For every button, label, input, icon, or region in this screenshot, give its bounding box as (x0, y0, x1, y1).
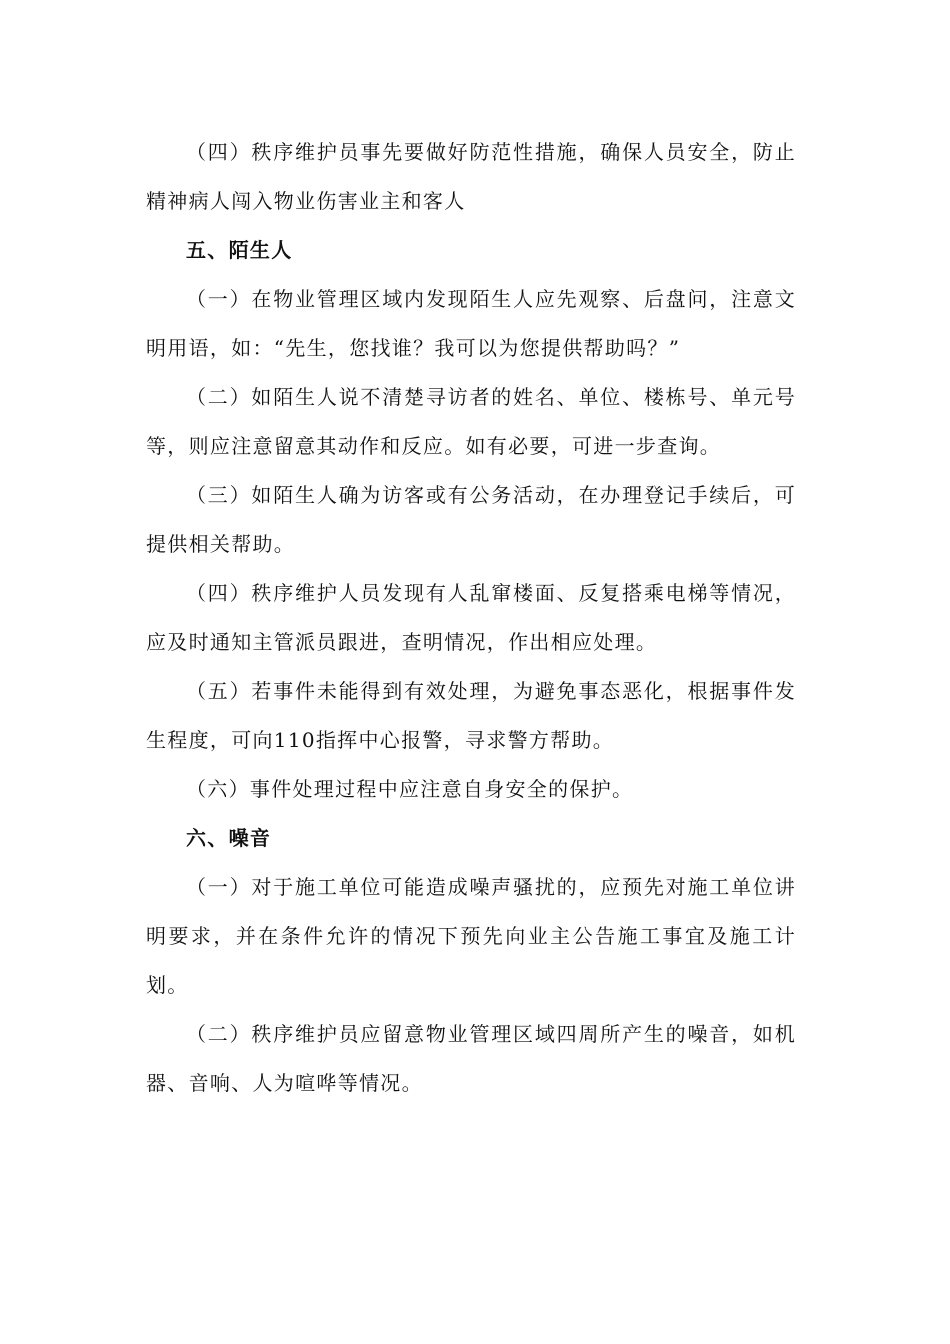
paragraph-strangers-1: （一）在物业管理区域内发现陌生人应先观察、后盘问，注意文明用语，如：“先生，您找谁？我可以为您提供帮助吗？” (146, 287, 796, 360)
paragraph-strangers-6: （六）事件处理过程中应注意自身安全的保护。 (186, 777, 634, 801)
paragraph-strangers-3: （三）如陌生人确为访客或有公务活动，在办理登记手续后，可提供相关帮助。 (146, 483, 796, 556)
paragraph-noise-1: （一）对于施工单位可能造成噪声骚扰的，应预先对施工单位讲明要求，并在条件允许的情况下预先向业主公告施工事宜及施工计划。 (146, 875, 796, 997)
paragraph-strangers-5: （五）若事件未能得到有效处理，为避免事态恶化，根据事件发生程度，可向110指挥中心报警，寻求警方帮助。 (146, 679, 796, 752)
section-heading-strangers: 五、陌生人 (186, 238, 293, 262)
paragraph-strangers-4: （四）秩序维护人员发现有人乱窜楼面、反复搭乘电梯等情况，应及时通知主管派员跟进，查明情况，作出相应处理。 (146, 581, 796, 654)
paragraph-strangers-2: （二）如陌生人说不清楚寻访者的姓名、单位、楼栋号、单元号等，则应注意留意其动作和反应。如有必要，可进一步查询。 (146, 385, 796, 458)
section-heading-noise: 六、噪音 (186, 826, 272, 850)
paragraph-4-precaution: （四）秩序维护员事先要做好防范性措施，确保人员安全，防止精神病人闯入物业伤害业主和客人 (146, 140, 796, 213)
document-body (146, 128, 796, 1108)
paragraph-noise-2: （二）秩序维护员应留意物业管理区域四周所产生的噪音，如机器、音响、人为喧哗等情况。 (146, 1022, 796, 1095)
